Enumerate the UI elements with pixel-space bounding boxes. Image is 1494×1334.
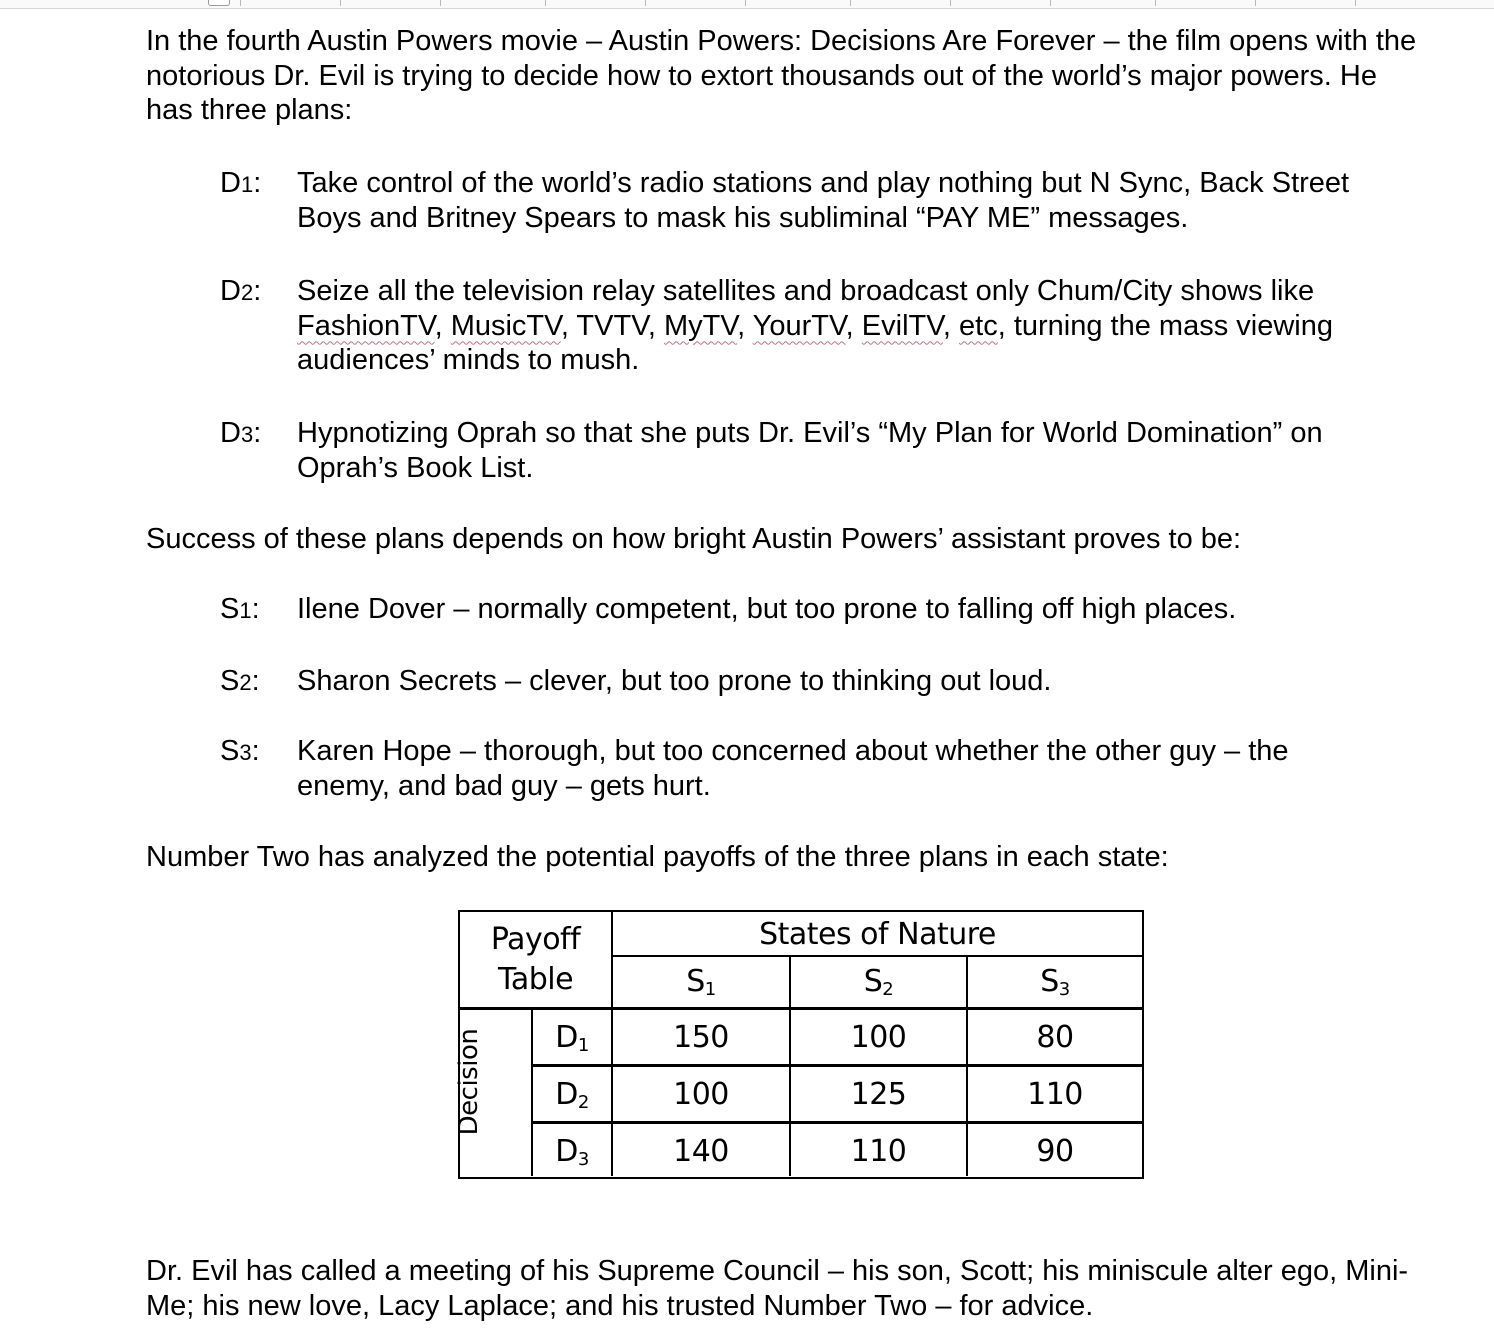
row-header-d1: $D_1$ (555, 1020, 589, 1056)
decision-text-line: Hypnotizing Oprah so that she puts Dr. Evil’s “My Plan for World Domination” on (297, 417, 1323, 449)
decision-text-line: Take control of the world’s radio stations and play nothing but N Sync, Back Street (297, 167, 1350, 199)
decision-label: D3: (220, 417, 262, 449)
decision-label: D1: (220, 167, 262, 199)
payoff-cell: 90 (1036, 1134, 1074, 1169)
decision-text-line: Oprah’s Book List. (297, 451, 534, 484)
state-text-line: enemy, and bad guy – gets hurt. (297, 769, 711, 802)
payoff-cell: 100 (850, 1020, 907, 1055)
table-corner-label: Payoff Table (490, 922, 581, 997)
row-header-d2: $D_2$ (555, 1077, 589, 1113)
spellcheck-word[interactable]: MyTV (664, 309, 738, 342)
spellcheck-word[interactable]: EvilTV (861, 309, 943, 342)
decision-text-line: audiences’ minds to mush. (297, 344, 640, 376)
column-header-s2: $S_2$ (863, 964, 894, 1000)
payoff-cell: 125 (850, 1077, 907, 1112)
decision-text-line: Seize all the television relay satellites and broadcast only Chum/City shows like (297, 275, 1315, 307)
decision-text-line: Boys and Britney Spears to mask his subliminal “PAY ME” messages. (297, 201, 1189, 234)
ruler-indent-marker[interactable] (208, 0, 230, 6)
state-text-line: Karen Hope – thorough, but too concerned about whether the other guy – the (297, 735, 1289, 767)
decision-text-line: FashionTV, MusicTV, TVTV, MyTV, YourTV, EvilTV, etc, turning the mass viewing (297, 309, 1333, 342)
state-label: S1: (220, 593, 260, 625)
state-text-line: Ilene Dover – normally competent, but too prone to falling off high places. (297, 593, 1237, 625)
column-header-s3: $S_3$ (1040, 964, 1070, 1000)
payoff-cell: 110 (1027, 1077, 1083, 1112)
document-ruler (0, 0, 1494, 9)
closing-paragraph: Dr. Evil has called a meeting of his Supreme Council – his son, Scott; his miniscule alter ego, Mini-Me; his new love, Lacy Laplace; and his trusted Number Two – for advice. (146, 1255, 1409, 1322)
decision-label: D2: (220, 275, 262, 307)
spellcheck-word[interactable]: YourTV (752, 309, 846, 342)
payoff-cell: 150 (673, 1020, 729, 1055)
decision-axis-label: Decision (454, 1028, 484, 1136)
payoff-cell: 80 (1036, 1020, 1074, 1055)
success-intro: Success of these plans depends on how bright Austin Powers’ assistant proves to be: (146, 523, 1242, 555)
payoff-cell: 110 (850, 1134, 907, 1169)
spellcheck-word[interactable]: etc (959, 309, 998, 342)
state-label: S3: (220, 735, 260, 767)
state-text-line: Sharon Secrets – clever, but too prone to thinking out loud. (297, 665, 1052, 697)
spellcheck-word[interactable]: FashionTV (297, 309, 435, 342)
payoff-table (454, 910, 1144, 1179)
intro-paragraph: In the fourth Austin Powers movie – Austin Powers: Decisions Are Forever – the film opens with the notorious Dr. Evil is trying to decide how to extort thousands out of the world’s major powers. He has three plans: (146, 25, 1417, 126)
states-of-nature-header: States of Nature (759, 917, 996, 952)
payoff-intro: Number Two has analyzed the potential payoffs of the three plans in each state: (146, 841, 1169, 873)
payoff-cell: 140 (673, 1134, 729, 1169)
payoff-cell: 100 (673, 1077, 729, 1112)
row-header-d3: $D_3$ (555, 1134, 589, 1170)
spellcheck-word[interactable]: MusicTV (450, 309, 561, 342)
column-header-s1: $S_1$ (686, 964, 716, 1000)
state-label: S2: (220, 665, 260, 697)
